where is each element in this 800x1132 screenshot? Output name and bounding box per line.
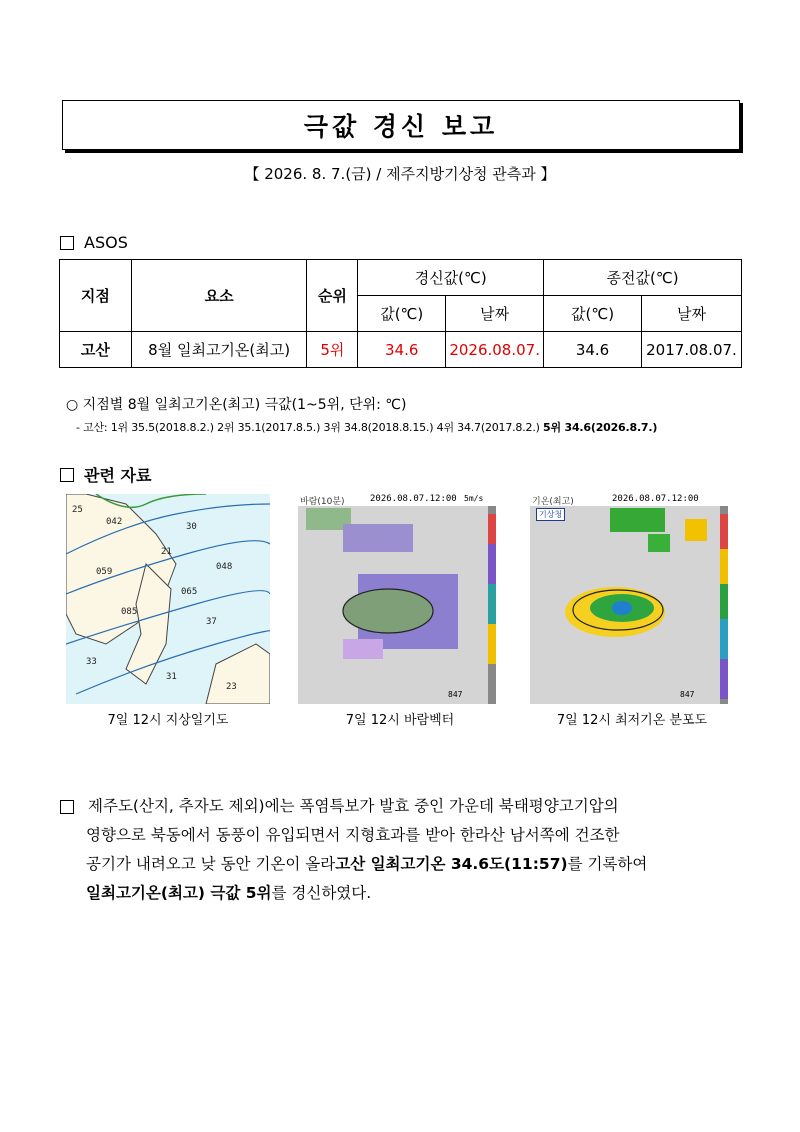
svg-text:042: 042	[106, 517, 123, 527]
temperature-distribution-map	[530, 494, 734, 704]
cell-prev-value: 34.6	[544, 332, 642, 368]
paragraph-text-3b: 고산 일최고기온 34.6도(11:57)	[335, 855, 568, 873]
svg-text:30: 30	[186, 522, 197, 532]
section-related-label: 관련 자료	[84, 466, 152, 485]
map2-id: 847	[448, 690, 463, 699]
map3-header-time: 2026.08.07.12:00	[612, 494, 699, 504]
kma-badge: 기상청	[536, 508, 565, 521]
paragraph-text-4a: 일최고기온(최고) 극값 5위	[86, 884, 272, 902]
surface-weather-map	[66, 494, 270, 704]
paragraph-text-3c: 를 기록하여	[567, 855, 648, 873]
map3-header-label: 기온(최고)	[532, 497, 574, 507]
report-title: 극값 경신 보고	[303, 112, 499, 141]
subheader-new-date: 날짜	[446, 296, 544, 332]
section-asos	[60, 233, 128, 252]
record-note-ranks: - 고산: 1위 35.5(2018.8.2.) 2위 35.1(2017.8.5.) 3위 34.8(2018.8.15.) 4위 34.7(2017.8.2.)	[76, 421, 540, 434]
map2-header-label: 바람(10분)	[300, 497, 345, 507]
summary-paragraph	[60, 792, 750, 908]
map2-header-unit: 5m/s	[464, 494, 484, 503]
paragraph-line-1	[60, 792, 750, 821]
svg-text:31: 31	[166, 672, 177, 682]
section-asos-label: ASOS	[84, 233, 128, 252]
wind-vector-map	[298, 494, 502, 704]
record-note-title: ○ 지점별 8월 일최고기온(최고) 극값(1~5위, 단위: ℃)	[66, 397, 407, 413]
paragraph-text-2: 영향으로 북동에서 동풍이 유입되면서 지형효과를 받아 한라산 남서쪽에 건조한	[86, 826, 620, 844]
map3-id: 847	[680, 690, 695, 699]
svg-text:33: 33	[86, 657, 97, 667]
cell-new-value: 34.6	[358, 332, 446, 368]
cell-element: 8월 일최고기온(최고)	[131, 332, 307, 368]
header-station: 지점	[60, 260, 132, 332]
asos-table	[59, 259, 742, 368]
paragraph-line-4	[60, 879, 750, 908]
report-subtitle: 【 2026. 8. 7.(금) / 제주지방기상청 관측과 】	[244, 165, 556, 183]
paragraph-text-3a: 공기가 내려오고 낮 동안 기온이 올라	[86, 855, 336, 873]
cell-prev-date: 2017.08.07.	[641, 332, 741, 368]
cell-rank: 5위	[307, 332, 358, 368]
record-note-new: 5위 34.6(2026.8.7.)	[543, 421, 658, 434]
section-related	[60, 463, 151, 486]
map2-header-time: 2026.08.07.12:00	[370, 494, 457, 504]
svg-text:059: 059	[96, 567, 113, 577]
paragraph-text-4b: 를 경신하였다.	[271, 884, 372, 902]
map1-caption: 7일 12시 지상일기도	[107, 713, 229, 728]
record-note-line	[76, 419, 657, 435]
svg-text:048: 048	[216, 562, 233, 572]
svg-text:085: 085	[121, 607, 138, 617]
subheader-prev-date: 날짜	[641, 296, 741, 332]
table-row	[60, 332, 742, 368]
paragraph-line-2	[60, 821, 750, 850]
svg-text:37: 37	[206, 617, 217, 627]
svg-text:065: 065	[181, 587, 198, 597]
header-prev-value: 종전값(℃)	[544, 260, 742, 296]
table-header-row	[60, 260, 742, 296]
map2-caption: 7일 12시 바람벡터	[345, 713, 455, 728]
cell-station: 고산	[60, 332, 132, 368]
subheader-prev-value: 값(℃)	[544, 296, 642, 332]
header-rank: 순위	[307, 260, 358, 332]
svg-text:25: 25	[72, 505, 83, 515]
map3-caption: 7일 12시 최저기온 분포도	[556, 713, 708, 728]
header-element: 요소	[131, 260, 307, 332]
header-new-value: 경신값(℃)	[358, 260, 544, 296]
checkbox-square-icon	[60, 468, 74, 482]
cell-new-date: 2026.08.07.	[446, 332, 544, 368]
svg-text:21: 21	[161, 547, 172, 557]
checkbox-square-icon	[60, 800, 74, 814]
svg-text:23: 23	[226, 682, 237, 692]
paragraph-line-3	[60, 850, 750, 879]
report-title-box	[62, 100, 740, 150]
paragraph-text-1: 제주도(산지, 추자도 제외)에는 폭염특보가 발효 중인 가운데 북태평양고기압의	[88, 797, 619, 815]
checkbox-square-icon	[60, 236, 74, 250]
subheader-new-value: 값(℃)	[358, 296, 446, 332]
